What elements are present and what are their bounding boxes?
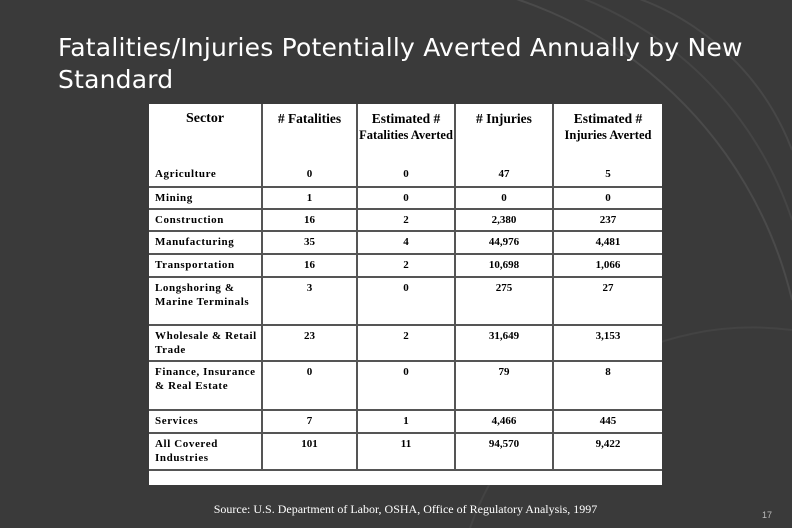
- cell-fat-averted: 4: [357, 231, 455, 254]
- cell-injuries: 4,466: [455, 410, 553, 433]
- cell-fat-averted: 2: [357, 209, 455, 231]
- cell-inj-averted: 9,422: [553, 433, 662, 470]
- table-row: [149, 231, 662, 254]
- source-citation: Source: U.S. Department of Labor, OSHA, Office of Regulatory Analysis, 1997: [213, 502, 598, 516]
- cell-inj-averted: 3,153: [553, 325, 662, 361]
- header-fatalities: # Fatalities: [262, 104, 357, 164]
- header-est-injuries-main: Estimated #: [573, 111, 643, 126]
- cell-fatalities: 1: [262, 187, 357, 209]
- table-row: [149, 209, 662, 231]
- table-row: [149, 433, 662, 470]
- header-est-fatalities-main: Estimated #: [371, 111, 441, 126]
- cell-fatalities: 23: [262, 325, 357, 361]
- cell-injuries: 44,976: [455, 231, 553, 254]
- cell-inj-averted: 27: [553, 277, 662, 325]
- cell-sector: Agriculture: [149, 164, 262, 187]
- slide-title: Fatalities/Injuries Potentially Averted Annually by New Standard: [58, 33, 743, 94]
- header-est-injuries: [553, 104, 662, 164]
- cell-injuries: 31,649: [455, 325, 553, 361]
- cell-injuries: 2,380: [455, 209, 553, 231]
- header-sector: Sector: [185, 111, 225, 126]
- cell-injuries: 47: [455, 164, 553, 187]
- cell-sector: Manufacturing: [149, 231, 262, 254]
- cell-sector: Transportation: [149, 254, 262, 277]
- cell-fatalities: 7: [262, 410, 357, 433]
- cell-fatalities: 16: [262, 209, 357, 231]
- cell-fatalities: 0: [262, 164, 357, 187]
- cell-fatalities: 3: [262, 277, 357, 325]
- cell-sector: Construction: [149, 209, 262, 231]
- cell-fatalities: 0: [262, 361, 357, 410]
- cell-fatalities: 35: [262, 231, 357, 254]
- cell-fatalities: 101: [262, 433, 357, 470]
- cell-sector: Wholesale & Retail Trade: [149, 325, 262, 361]
- cell-inj-averted: 8: [553, 361, 662, 410]
- cell-sector: Longshoring & Marine Terminals: [149, 277, 262, 325]
- header-est-fatalities: [357, 104, 455, 164]
- cell-inj-averted: 237: [553, 209, 662, 231]
- cell-fat-averted: 0: [357, 164, 455, 187]
- cell-injuries: 94,570: [455, 433, 553, 470]
- cell-injuries: 0: [455, 187, 553, 209]
- cell-injuries: 10,698: [455, 254, 553, 277]
- cell-inj-averted: 1,066: [553, 254, 662, 277]
- cell-fat-averted: 0: [357, 277, 455, 325]
- cell-sector: Finance, Insurance & Real Estate: [149, 361, 262, 410]
- fatalities-injuries-table: [149, 104, 662, 471]
- table-row: [149, 254, 662, 277]
- table-row: [149, 410, 662, 433]
- cell-inj-averted: 445: [553, 410, 662, 433]
- page-number: 17: [761, 510, 772, 520]
- header-injuries: # Injuries: [455, 104, 553, 164]
- cell-inj-averted: 0: [553, 187, 662, 209]
- cell-sector: Mining: [149, 187, 262, 209]
- cell-inj-averted: 5: [553, 164, 662, 187]
- header-est-injuries-sub: Injuries Averted: [564, 128, 652, 142]
- cell-fat-averted: 0: [357, 361, 455, 410]
- cell-fat-averted: 2: [357, 254, 455, 277]
- table-row: [149, 187, 662, 209]
- cell-injuries: 275: [455, 277, 553, 325]
- cell-fat-averted: 11: [357, 433, 455, 470]
- header-est-fatalities-sub: Fatalities Averted: [359, 128, 453, 142]
- cell-inj-averted: 4,481: [553, 231, 662, 254]
- cell-fat-averted: 2: [357, 325, 455, 361]
- cell-fat-averted: 1: [357, 410, 455, 433]
- table-row: [149, 277, 662, 325]
- cell-injuries: 79: [455, 361, 553, 410]
- table-row: [149, 164, 662, 187]
- cell-sector: All Covered Industries: [149, 433, 262, 470]
- cell-fat-averted: 0: [357, 187, 455, 209]
- cell-fatalities: 16: [262, 254, 357, 277]
- table-row: [149, 325, 662, 361]
- data-table-panel: [149, 104, 662, 485]
- cell-sector: Services: [149, 410, 262, 433]
- table-row: [149, 361, 662, 410]
